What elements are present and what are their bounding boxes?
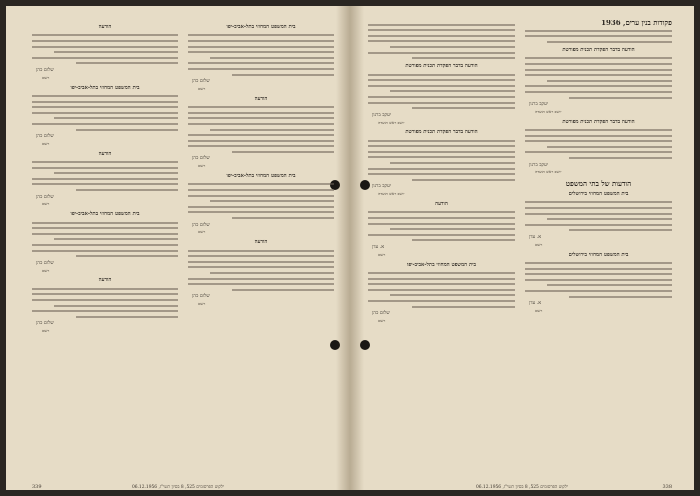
binding-hole bbox=[330, 340, 340, 350]
signature-role: יושב ראש הועדה bbox=[378, 191, 405, 197]
notice-heading: בית המשפט המחוזי בתל-אביב-יפו bbox=[70, 84, 140, 91]
page-number: 338 bbox=[662, 484, 672, 490]
signature-role: רשם bbox=[198, 163, 206, 169]
signature-name: יעקב ברנון bbox=[529, 162, 549, 168]
signature-name: יעקב ברנון bbox=[372, 112, 392, 118]
signature-name: א. עדן bbox=[529, 235, 542, 241]
signature-name: שלום כהן bbox=[36, 134, 54, 140]
notice-heading: בית המשפט המחוזי בתל-אביב-יפו bbox=[226, 24, 296, 30]
signature-name: יעקב ברנון bbox=[529, 102, 549, 108]
signature-name: א. עדן bbox=[529, 301, 542, 307]
notice-heading: הודעה בדבר הפקדת תכנית מפורטת bbox=[405, 63, 478, 70]
signature-name: שלום כהן bbox=[192, 156, 210, 162]
notice-heading: הודעה bbox=[435, 201, 448, 208]
signature-role: רשם bbox=[198, 301, 206, 307]
signature-role: רשם bbox=[535, 307, 543, 313]
signature-name: שלום כהן bbox=[192, 294, 210, 300]
right-page bbox=[350, 6, 694, 490]
binding-hole bbox=[360, 340, 370, 350]
signature-name: יעקב ברנון bbox=[372, 184, 392, 190]
signature-name: שלום כהן bbox=[372, 311, 390, 317]
notice-heading: בית המשפט המחוזי בתל-אביב-יפו bbox=[70, 211, 140, 218]
notice-heading: בית המשפט המחוזי בתל-אביב-יפו bbox=[226, 173, 296, 180]
footer-publication: ילקוט הפרסומים 525, 8 בסיון תשי"ז, 06.12.1956 bbox=[131, 485, 225, 490]
notice-heading: הודעה בדבר הפקדת תכנית מפורטת bbox=[562, 46, 635, 53]
signature-role: רשם bbox=[42, 140, 50, 146]
signature-role: רשם bbox=[198, 85, 206, 91]
page-number: 339 bbox=[32, 484, 42, 490]
signature-name: שלום כהן bbox=[36, 321, 54, 327]
signature-name: א. עדן bbox=[372, 244, 385, 250]
notice-heading: הודעה bbox=[98, 150, 112, 157]
footer-publication: ילקוט הפרסומים 525, 8 בסיון תשי"ז, 06.12.1956 bbox=[475, 485, 569, 490]
notice-heading: הודעה בדבר הפקדת תכנית מפורטת bbox=[562, 118, 635, 125]
signature-name: שלום כהן bbox=[36, 260, 54, 266]
signature-role: יושב ראש הועדה bbox=[535, 169, 562, 175]
page-title: פקודות בנין ערים, 1936 bbox=[601, 20, 672, 27]
signature-role: רשם bbox=[42, 74, 50, 80]
signature-role: רשם bbox=[198, 229, 206, 235]
signature-name: שלום כהן bbox=[192, 79, 210, 85]
signature-role: רשם bbox=[42, 328, 50, 334]
right-page-column-left bbox=[368, 20, 515, 468]
notice-heading: הודעה bbox=[254, 95, 268, 102]
signature-role: רשם bbox=[42, 201, 50, 207]
signature-name: שלום כהן bbox=[192, 222, 210, 228]
notice-heading: הודעה bbox=[98, 277, 112, 284]
left-page-column-left bbox=[32, 20, 178, 468]
signature-role: רשם bbox=[535, 241, 543, 247]
notice-heading: בית המשפט המחוזי בירושלים bbox=[568, 191, 629, 198]
signature-role: יושב ראש הועדה bbox=[378, 119, 405, 125]
right-page-column-right bbox=[525, 20, 672, 468]
notice-heading: הודעה bbox=[254, 239, 268, 246]
notice-heading: הודעה bbox=[98, 24, 112, 30]
signature-role: יושב ראש הועדה bbox=[535, 108, 562, 114]
notice-heading: בית המשפט המחוזי בירושלים bbox=[568, 251, 629, 258]
section-title: הודעות של בתי המשפט bbox=[565, 179, 632, 189]
left-page-column-right bbox=[188, 20, 334, 468]
signature-role: רשם bbox=[378, 251, 386, 257]
signature-role: רשם bbox=[42, 267, 50, 273]
booklet-spread bbox=[6, 6, 694, 490]
notice-heading: הודעה בדבר הפקדת תכנית מפורטת bbox=[405, 129, 478, 136]
signature-role: רשם bbox=[378, 317, 386, 323]
binding-hole bbox=[360, 180, 370, 190]
signature-name: שלום כהן bbox=[36, 67, 54, 73]
notice-heading: בית המשפט המחוזי בתל-אביב-יפו bbox=[407, 261, 476, 268]
left-page bbox=[6, 6, 350, 490]
signature-name: שלום כהן bbox=[36, 194, 54, 200]
